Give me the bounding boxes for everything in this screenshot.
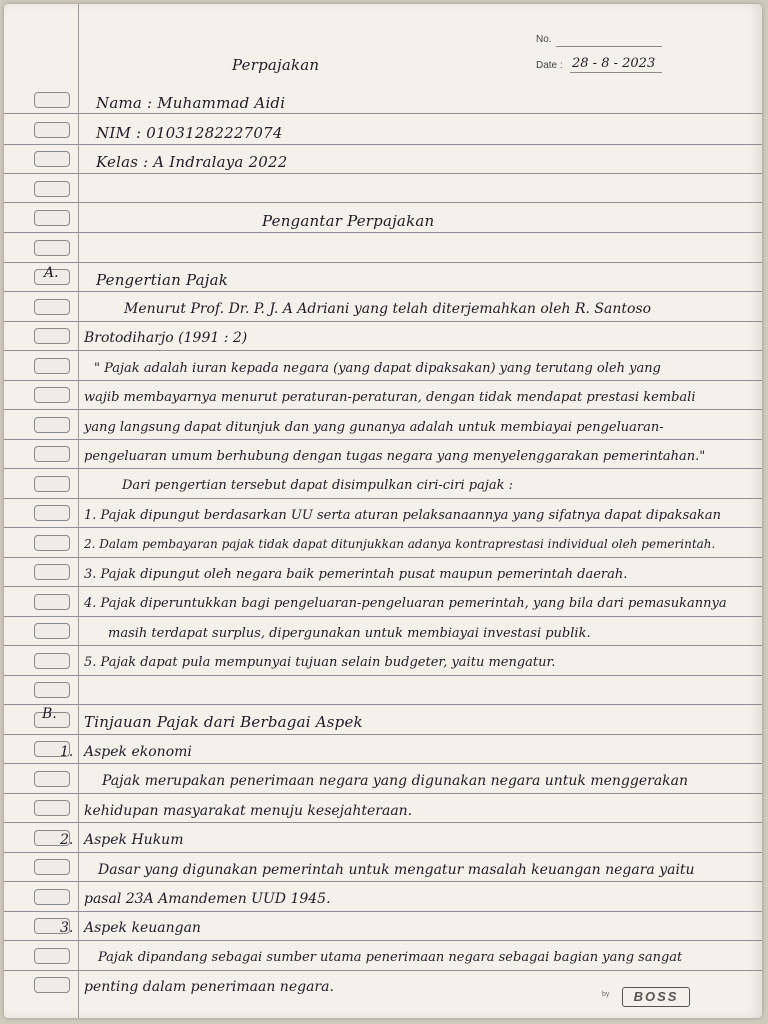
section-a-point: 5. Pajak dapat pula mempunyai tujuan selain budgeter, yaitu mengatur. (84, 655, 556, 670)
section-a-point: masih terdapat surplus, dipergunakan untuk membiayai investasi publik. (108, 626, 591, 641)
ruled-line (4, 498, 762, 499)
brand-logo: BOSS (622, 987, 690, 1007)
binder-hole (34, 800, 70, 816)
ruled-line (4, 616, 762, 617)
binder-hole (34, 417, 70, 433)
binder-hole (34, 977, 70, 993)
section-a-point: 2. Dalam pembayaran pajak tidak dapat ditunjukkan adanya kontraprestasi individual oleh pemerintah. (84, 537, 716, 551)
ruled-line (4, 173, 762, 174)
aspect-number: 2. (60, 832, 74, 848)
ruled-line (4, 911, 762, 912)
section-a-marker: A. (44, 265, 59, 281)
notebook-page (4, 4, 762, 1018)
ruled-line (4, 586, 762, 587)
aspect-line: kehidupan masyarakat menuju kesejahteraan. (84, 803, 413, 819)
ruled-line (4, 409, 762, 410)
ruled-line (4, 970, 762, 971)
binder-hole (34, 682, 70, 698)
section-b-title: Tinjauan Pajak dari Berbagai Aspek (84, 713, 363, 731)
binder-hole (34, 535, 70, 551)
binder-hole (34, 92, 70, 108)
binder-hole (34, 181, 70, 197)
binder-hole (34, 328, 70, 344)
brand-prefix: by (602, 991, 610, 998)
margin-line (78, 4, 79, 1018)
ruled-line (4, 822, 762, 823)
section-a-line: " Pajak adalah iuran kepada negara (yang dapat dipaksakan) yang terutang oleh yang (94, 361, 661, 376)
section-heading: Pengantar Perpajakan (262, 212, 435, 230)
nim-line: NIM : 01031282227074 (96, 124, 283, 142)
ruled-line (4, 113, 762, 114)
binder-hole (34, 948, 70, 964)
section-a-point: 4. Pajak diperuntukkan bagi pengeluaran-pengeluaran pemerintah, yang bila dari pemasukannya (84, 596, 727, 611)
section-a-point: 3. Pajak dipungut oleh negara baik pemerintah pusat maupun pemerintah daerah. (84, 567, 628, 582)
binder-hole (34, 653, 70, 669)
binder-hole (34, 623, 70, 639)
section-a-line: wajib membayarnya menurut peraturan-peraturan, dengan tidak mendapat prestasi kembali (84, 390, 696, 405)
binder-hole (34, 505, 70, 521)
aspect-number: 3. (60, 920, 74, 936)
ruled-line (4, 232, 762, 233)
ruled-line (4, 350, 762, 351)
aspect-line: Pajak merupakan penerimaan negara yang digunakan negara untuk menggerakan (102, 773, 689, 789)
ruled-line (4, 675, 762, 676)
aspect-line: Dasar yang digunakan pemerintah untuk mengatur masalah keuangan negara yaitu (98, 862, 695, 878)
binder-hole (34, 476, 70, 492)
ruled-line (4, 468, 762, 469)
no-line (556, 46, 662, 47)
binder-hole (34, 210, 70, 226)
ruled-line (4, 881, 762, 882)
ruled-line (4, 202, 762, 203)
ruled-line (4, 321, 762, 322)
section-a-line: Brotodiharjo (1991 : 2) (84, 330, 248, 346)
ruled-line (4, 439, 762, 440)
ruled-line (4, 527, 762, 528)
kelas-line: Kelas : A Indralaya 2022 (96, 153, 288, 171)
ruled-line (4, 763, 762, 764)
binder-hole (34, 240, 70, 256)
aspect-line: pasal 23A Amandemen UUD 1945. (84, 891, 331, 907)
ruled-line (4, 793, 762, 794)
aspect-title: Aspek ekonomi (84, 744, 192, 760)
aspect-title: Aspek Hukum (84, 832, 184, 848)
ruled-line (4, 144, 762, 145)
nama-line: Nama : Muhammad Aidi (96, 94, 286, 112)
section-b-marker: B. (42, 706, 57, 722)
aspect-line: penting dalam penerimaan negara. (84, 979, 334, 995)
ruled-line (4, 734, 762, 735)
aspect-title: Aspek keuangan (84, 920, 201, 936)
date-line (570, 72, 662, 73)
aspect-line: Pajak dipandang sebagai sumber utama penerimaan negara sebagai bagian yang sangat (98, 950, 683, 965)
binder-hole (34, 859, 70, 875)
ruled-line (4, 704, 762, 705)
date-value: 28 - 8 - 2023 (572, 56, 656, 71)
ruled-line (4, 380, 762, 381)
aspect-number: 1. (60, 744, 74, 760)
binder-hole (34, 564, 70, 580)
section-a-line: Menurut Prof. Dr. P. J. A Adriani yang telah diterjemahkan oleh R. Santoso (124, 301, 652, 317)
ruled-line (4, 645, 762, 646)
binder-hole (34, 299, 70, 315)
binder-hole (34, 446, 70, 462)
binder-hole (34, 387, 70, 403)
binder-hole (34, 122, 70, 138)
binder-hole (34, 889, 70, 905)
section-a-line: yang langsung dapat ditunjuk dan yang gunanya adalah untuk membiayai pengeluaran- (84, 420, 664, 435)
section-a-line: Dari pengertian tersebut dapat disimpulkan ciri-ciri pajak : (122, 478, 513, 493)
binder-hole (34, 594, 70, 610)
ruled-line (4, 852, 762, 853)
page-title: Perpajakan (232, 56, 320, 74)
ruled-line (4, 291, 762, 292)
no-label: No. (536, 34, 552, 45)
date-label: Date : (536, 60, 563, 71)
binder-hole (34, 771, 70, 787)
section-a-title: Pengertian Pajak (96, 271, 229, 289)
ruled-line (4, 557, 762, 558)
ruled-line (4, 262, 762, 263)
binder-hole (34, 358, 70, 374)
section-a-point: 1. Pajak dipungut berdasarkan UU serta aturan pelaksanaannya yang sifatnya dapat dipaksakan (84, 508, 722, 523)
ruled-line (4, 940, 762, 941)
section-a-line: pengeluaran umum berhubung dengan tugas negara yang menyelenggarakan pemerintahan." (84, 449, 706, 464)
binder-hole (34, 151, 70, 167)
